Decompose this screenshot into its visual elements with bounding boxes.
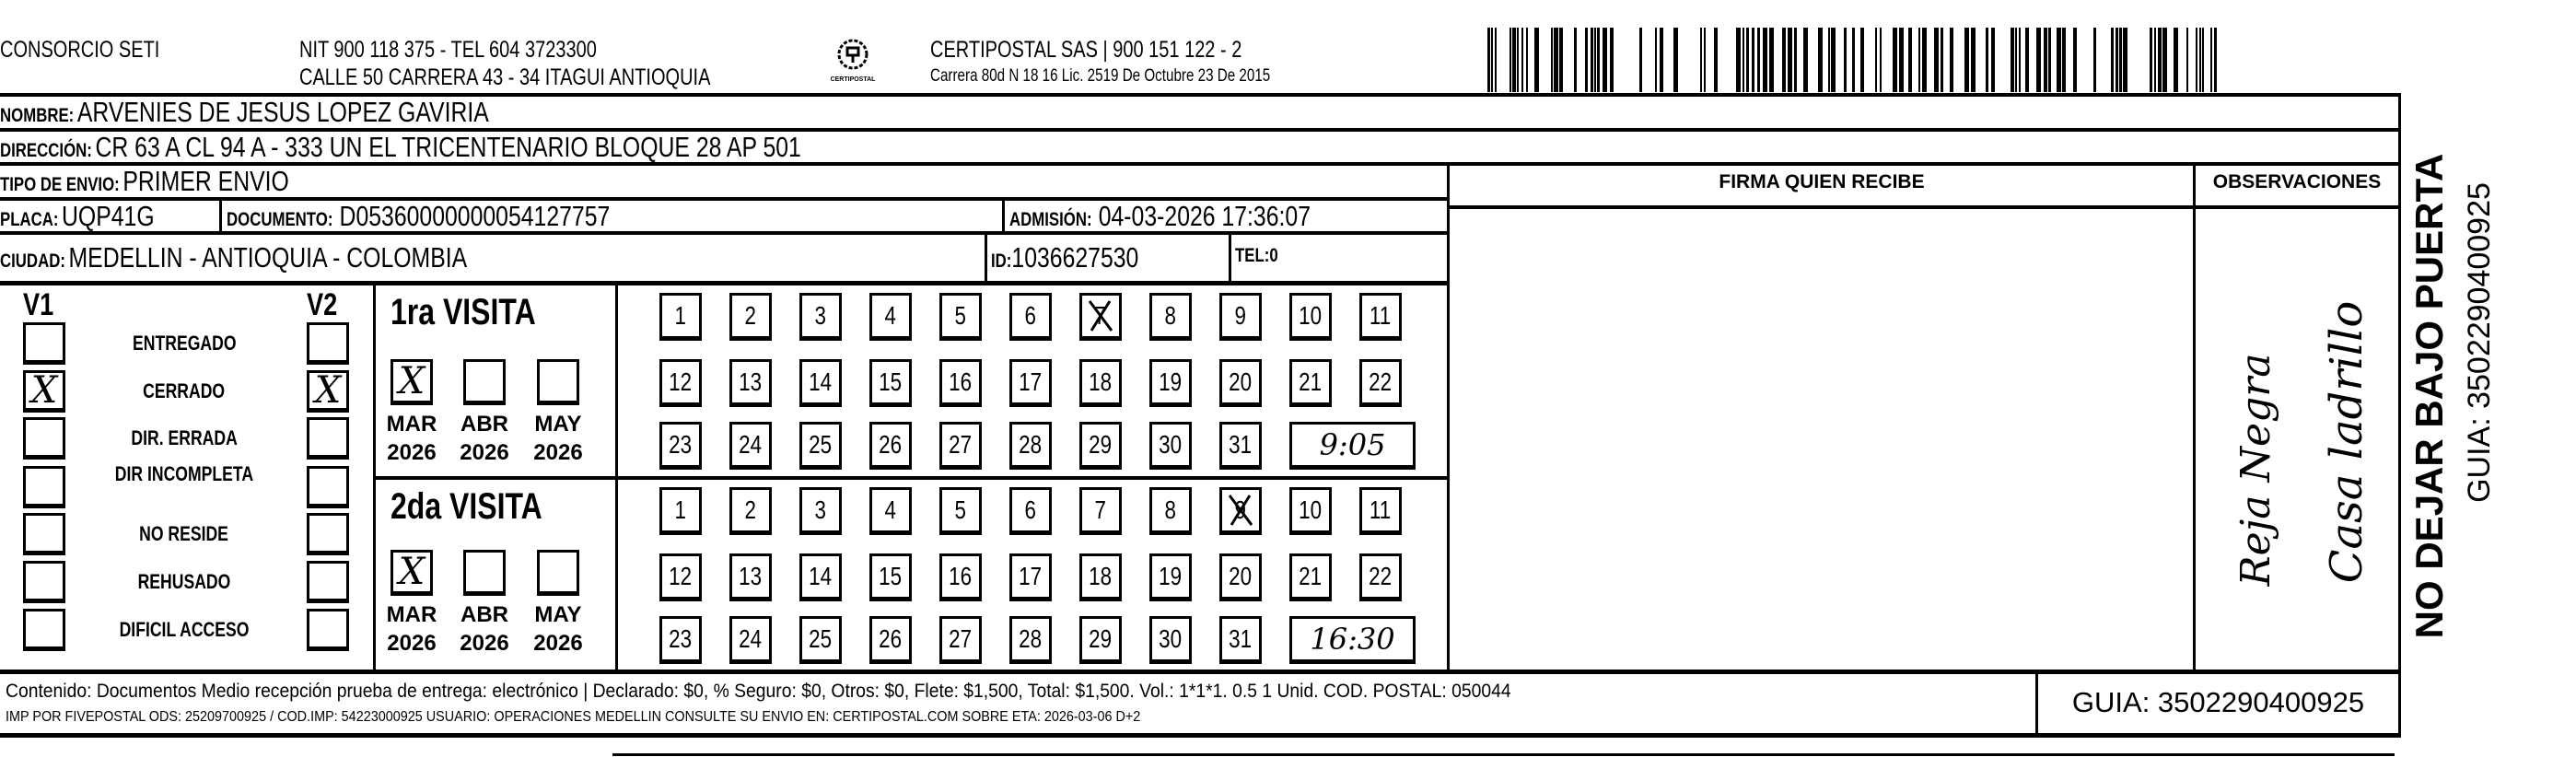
month-checkbox[interactable] <box>537 359 579 405</box>
day-box-1[interactable] <box>659 487 702 535</box>
day-number: 25 <box>809 624 833 653</box>
side-guia: GUIA: 3502290400925 <box>2462 182 2497 503</box>
footer-guia: GUIA: 3502290400925 <box>2071 686 2365 718</box>
day-number: 13 <box>739 562 763 590</box>
day-number: 23 <box>669 624 693 653</box>
day-number: 16 <box>949 562 973 590</box>
day-box-20[interactable] <box>1219 359 1262 407</box>
barcode-bar <box>1828 28 1830 92</box>
barcode-bar <box>1818 28 1823 92</box>
day-box-8[interactable] <box>1149 487 1192 535</box>
day-box-21[interactable] <box>1289 359 1332 407</box>
day-box-21[interactable] <box>1289 553 1332 601</box>
barcode-bar <box>1763 28 1767 92</box>
barcode-bar <box>2196 28 2197 92</box>
day-number: 30 <box>1159 624 1183 653</box>
barcode-bar <box>2019 28 2021 92</box>
day-number: 12 <box>669 562 693 590</box>
status-label: DIR. ERRADA <box>131 426 238 449</box>
barcode-bar <box>1700 28 1702 92</box>
day-number: 20 <box>1229 562 1253 590</box>
barcode-bar <box>2025 28 2029 92</box>
contents-line: Contenido: Documentos Medio recepción prueba de entrega: electrónico | Declarado: $0, % Seguro: $0, Otros: $0, Flete: $1,500, Total: $1,500. Vol.: 1*1*1. 0.5 1 Unid. COD. POSTAL: 050044 <box>6 681 1511 702</box>
barcode-bar <box>1899 28 1904 92</box>
day-number: 15 <box>879 367 903 396</box>
barcode-bar <box>1852 28 1855 92</box>
divider <box>985 233 987 283</box>
day-box-27[interactable] <box>939 616 982 664</box>
day-number: 1 <box>674 495 687 524</box>
barcode-bar <box>2015 28 2017 92</box>
barcode-bar <box>1769 28 1774 92</box>
day-box-14[interactable] <box>799 553 842 601</box>
v2-checkbox[interactable] <box>307 466 349 508</box>
x-mark-icon: X <box>398 360 425 402</box>
day-box-15[interactable] <box>869 359 912 407</box>
id-field: ID:1036627530 <box>991 241 1139 274</box>
barcode-bar <box>1964 28 1969 92</box>
barcode-bar <box>2202 28 2204 92</box>
barcode-bar <box>1752 28 1754 92</box>
day-box-25[interactable] <box>799 616 842 664</box>
barcode-bar <box>1893 28 1897 92</box>
day-box-23[interactable] <box>659 422 702 470</box>
barcode-bar <box>1673 28 1678 92</box>
day-box-12[interactable] <box>659 359 702 407</box>
day-number: 22 <box>1369 367 1393 396</box>
barcode-bar <box>1934 28 1939 92</box>
barcode-bar <box>1610 28 1614 92</box>
barcode-bar <box>2111 28 2114 92</box>
barcode-bar <box>1551 28 1553 92</box>
day-box-12[interactable] <box>659 553 702 601</box>
v1-checkbox[interactable] <box>23 561 65 603</box>
divider <box>1447 164 1450 672</box>
day-box-24[interactable] <box>729 422 772 470</box>
day-number: 14 <box>809 367 833 396</box>
visit-title: 1ra VISITA <box>390 292 536 332</box>
day-box-18[interactable] <box>1079 553 1122 601</box>
day-number: 14 <box>809 562 833 590</box>
v2-label: V2 <box>307 287 338 322</box>
day-number: 24 <box>739 430 763 459</box>
day-box-8[interactable] <box>1149 293 1192 341</box>
day-number: 10 <box>1299 495 1323 524</box>
month-checkbox[interactable] <box>390 550 433 596</box>
day-number: 18 <box>1089 562 1113 590</box>
month-checkbox[interactable] <box>463 550 506 596</box>
day-number: 15 <box>879 562 903 590</box>
barcode-bar <box>2186 28 2188 92</box>
day-number: 28 <box>1019 430 1043 459</box>
day-box-19[interactable] <box>1149 553 1192 601</box>
nit-line: NIT 900 118 375 - TEL 604 3723300 <box>299 37 597 63</box>
barcode-bar <box>1941 28 1943 92</box>
barcode-bar <box>2119 28 2122 92</box>
barcode-bar <box>2093 28 2096 92</box>
barcode-bar <box>1794 28 1797 92</box>
x-mark-icon <box>1082 296 1119 336</box>
day-number: 6 <box>1024 495 1037 524</box>
day-box-3[interactable] <box>799 293 842 341</box>
company-name: CONSORCIO SETI <box>0 37 160 63</box>
day-number: 17 <box>1019 562 1043 590</box>
observations-header: OBSERVACIONES <box>2212 171 2382 192</box>
day-box-26[interactable] <box>869 616 912 664</box>
day-box-7[interactable] <box>1079 293 1122 341</box>
day-number: 10 <box>1299 301 1323 330</box>
day-number: 18 <box>1089 367 1113 396</box>
barcode-bar <box>1971 28 1976 92</box>
day-box-19[interactable] <box>1149 359 1192 407</box>
barcode-bar <box>1922 28 1927 92</box>
barcode-bar <box>1736 28 1741 92</box>
status-label: CERRADO <box>143 379 226 402</box>
v2-checkbox[interactable] <box>307 322 349 365</box>
license-line: Carrera 80d N 18 16 Lic. 2519 De Octubre 23 De 2015 <box>930 66 1271 86</box>
day-box-15[interactable] <box>869 553 912 601</box>
x-mark-icon <box>1222 490 1259 530</box>
day-box-5[interactable] <box>939 487 982 535</box>
barcode-bar <box>1704 28 1706 92</box>
day-number: 3 <box>814 301 827 330</box>
barcode-bar <box>1660 28 1663 92</box>
barcode-bar <box>1594 28 1596 92</box>
day-box-30[interactable] <box>1149 616 1192 664</box>
day-number: 11 <box>1370 301 1392 330</box>
status-label: NO RESIDE <box>139 522 229 545</box>
tel-field: TEL:0 <box>1235 245 1278 266</box>
barcode-bar <box>2199 28 2201 92</box>
day-number: 3 <box>814 495 827 524</box>
day-number: 5 <box>954 495 967 524</box>
v1-checkbox[interactable] <box>23 322 65 365</box>
day-box-26[interactable] <box>869 422 912 470</box>
x-mark-icon: X <box>314 369 342 412</box>
barcode-bar <box>2116 28 2118 92</box>
barcode-bar <box>1591 28 1593 92</box>
divider <box>375 476 1449 480</box>
visit-time-box[interactable]: 9:05 <box>1289 422 1416 470</box>
day-box-4[interactable] <box>869 293 912 341</box>
barcode-bar <box>1574 28 1577 92</box>
barcode-bar <box>2073 28 2077 92</box>
day-number: 16 <box>949 367 973 396</box>
day-number: 20 <box>1229 367 1253 396</box>
day-box-29[interactable] <box>1079 422 1122 470</box>
barcode-bar <box>1831 28 1836 92</box>
day-number: 8 <box>1164 301 1177 330</box>
day-number: 21 <box>1299 367 1323 396</box>
day-box-14[interactable] <box>799 359 842 407</box>
divider <box>219 199 222 233</box>
day-number: 27 <box>949 430 973 459</box>
day-box-28[interactable] <box>1009 616 1052 664</box>
barcode-bar <box>2162 28 2167 92</box>
day-box-30[interactable] <box>1149 422 1192 470</box>
certipostal-logo: CERTIPOSTAL <box>818 37 888 85</box>
address-row: DIRECCIÓN: CR 63 A CL 94 A - 333 UN EL TRICENTENARIO BLOQUE 28 AP 501 <box>0 131 801 163</box>
barcode-bar <box>1655 28 1657 92</box>
recipient-address: CR 63 A CL 94 A - 333 UN EL TRICENTENARIO BLOQUE 28 AP 501 <box>95 131 801 163</box>
visit-time-box[interactable]: 16:30 <box>1289 616 1416 664</box>
day-number: 9 <box>1234 495 1247 524</box>
day-number: 17 <box>1019 367 1043 396</box>
day-number: 29 <box>1089 624 1113 653</box>
day-box-22[interactable] <box>1359 553 1402 601</box>
day-box-5[interactable] <box>939 293 982 341</box>
month-label: ABR 2026 <box>460 412 509 465</box>
day-number: 19 <box>1159 562 1183 590</box>
v1-checkbox[interactable] <box>23 370 65 413</box>
barcode-bar <box>1746 28 1749 92</box>
day-number: 7 <box>1094 301 1107 330</box>
barcode-bar <box>1991 28 1995 92</box>
day-number: 2 <box>744 495 757 524</box>
day-number: 19 <box>1159 367 1183 396</box>
barcode-bar <box>2048 28 2051 92</box>
divider <box>0 670 2401 674</box>
month-checkbox[interactable] <box>537 550 579 596</box>
barcode-bar <box>2150 28 2152 92</box>
month-label: MAR 2026 <box>386 602 437 656</box>
month-label: MAR 2026 <box>386 412 437 465</box>
barcode-bar <box>2123 28 2127 92</box>
document-field: DOCUMENTO: D05360000000054127757 <box>227 200 611 232</box>
divider <box>0 281 1449 285</box>
day-box-16[interactable] <box>939 359 982 407</box>
admission-field: ADMISIÓN: 04-03-2026 17:36:07 <box>1009 200 1311 232</box>
day-number: 1 <box>674 301 687 330</box>
x-mark-icon: X <box>30 369 58 412</box>
divider <box>1002 199 1005 233</box>
v1-label: V1 <box>23 287 54 322</box>
day-box-23[interactable] <box>659 616 702 664</box>
imp-line: IMP POR FIVEPOSTAL ODS: 25209700925 / COD.IMP: 54223000925 USUARIO: OPERACIONES MEDELLIN CONSULTE SU ENVIO EN: CERTIPOSTAL.COM SOBRE ETA: 2026-03-06 D+2 <box>6 709 1141 725</box>
barcode-bar <box>1844 28 1847 92</box>
signature-area[interactable] <box>1451 210 2192 669</box>
signature-header: FIRMA QUIEN RECIBE <box>1719 171 1925 192</box>
divider <box>1449 205 2401 209</box>
barcode-bar <box>1908 28 1912 92</box>
divider <box>2193 164 2196 672</box>
day-box-4[interactable] <box>869 487 912 535</box>
day-number: 25 <box>809 430 833 459</box>
day-box-10[interactable] <box>1289 293 1332 341</box>
recipient-name: ARVENIES DE JESUS LOPEZ GAVIRIA <box>76 96 489 128</box>
status-label: DIFICIL ACCESO <box>119 618 250 641</box>
barcode-bar <box>1512 28 1516 92</box>
divider <box>0 733 2401 738</box>
day-box-22[interactable] <box>1359 359 1402 407</box>
day-box-1[interactable] <box>659 293 702 341</box>
day-box-13[interactable] <box>729 553 772 601</box>
barcode-bar <box>1559 28 1563 92</box>
day-number: 26 <box>879 624 903 653</box>
v2-checkbox[interactable] <box>307 370 349 413</box>
day-box-11[interactable] <box>1359 487 1402 535</box>
day-box-29[interactable] <box>1079 616 1122 664</box>
day-number: 28 <box>1019 624 1043 653</box>
barcode-bar <box>1521 28 1523 92</box>
status-label: REHUSADO <box>137 570 231 593</box>
v1-checkbox[interactable] <box>23 466 65 508</box>
city-field: CIUDAD: MEDELLIN - ANTIOQUIA - COLOMBIA <box>0 241 468 274</box>
barcode-bar <box>1757 28 1760 92</box>
day-box-31[interactable] <box>1219 422 1262 470</box>
day-box-13[interactable] <box>729 359 772 407</box>
barcode-bar <box>1603 28 1607 92</box>
barcode-bar <box>1526 28 1528 92</box>
day-box-16[interactable] <box>939 553 982 601</box>
v1-checkbox[interactable] <box>23 513 65 555</box>
day-box-25[interactable] <box>799 422 842 470</box>
day-number: 7 <box>1094 495 1107 524</box>
barcode-bar <box>2154 28 2156 92</box>
divider <box>373 284 376 670</box>
barcode-bar <box>1918 28 1920 92</box>
barcode-bar <box>1782 28 1786 92</box>
day-box-18[interactable] <box>1079 359 1122 407</box>
barcode-bar <box>2057 28 2061 92</box>
barcode-bar <box>1986 28 1988 92</box>
day-number: 29 <box>1089 430 1113 459</box>
status-label: DIR INCOMPLETA <box>114 462 254 485</box>
divider <box>612 753 2395 756</box>
day-box-3[interactable] <box>799 487 842 535</box>
barcode-bar <box>1487 28 1490 92</box>
visit-title: 2da VISITA <box>390 486 542 527</box>
status-label: ENTREGADO <box>132 332 237 355</box>
day-number: 21 <box>1299 562 1323 590</box>
barcode-bar <box>1509 28 1511 92</box>
plate-field: PLACA: UQP41G <box>0 200 155 232</box>
barcode-bar <box>2044 28 2047 92</box>
day-box-27[interactable] <box>939 422 982 470</box>
day-box-9[interactable] <box>1219 487 1262 535</box>
x-mark-icon: X <box>398 551 425 593</box>
day-box-24[interactable] <box>729 616 772 664</box>
divider <box>1229 233 1231 283</box>
day-box-17[interactable] <box>1009 553 1052 601</box>
v1-checkbox[interactable] <box>23 609 65 651</box>
day-box-2[interactable] <box>729 293 772 341</box>
barcode-bar <box>2174 28 2178 92</box>
barcode-bar <box>2062 28 2066 92</box>
barcode-bar <box>1517 28 1519 92</box>
day-box-17[interactable] <box>1009 359 1052 407</box>
barcode-bar <box>2011 28 2014 92</box>
day-number: 2 <box>744 301 757 330</box>
observation-note: Casa ladrillo <box>2321 300 2372 584</box>
day-number: 11 <box>1370 495 1392 524</box>
month-checkbox[interactable] <box>463 359 506 405</box>
month-label: MAY 2026 <box>533 602 583 656</box>
v2-checkbox[interactable] <box>307 513 349 555</box>
day-number: 22 <box>1369 562 1393 590</box>
barcode-bar <box>1534 28 1539 92</box>
no-under-door-warning: NO DEJAR BAJO PUERTA <box>2407 153 2451 639</box>
barcode-bar <box>1880 28 1882 92</box>
address-line: CALLE 50 CARRERA 43 - 34 ITAGUI ANTIOQUIA <box>299 64 711 90</box>
day-number: 4 <box>884 495 897 524</box>
barcode-bar <box>1875 28 1877 92</box>
day-box-9[interactable] <box>1219 293 1262 341</box>
barcode-bar <box>1743 28 1744 92</box>
barcode-bar <box>1491 28 1493 92</box>
day-number: 9 <box>1234 301 1247 330</box>
barcode-bar <box>2036 28 2041 92</box>
month-label: ABR 2026 <box>460 602 509 656</box>
day-box-20[interactable] <box>1219 553 1262 601</box>
day-box-6[interactable] <box>1009 487 1052 535</box>
day-number: 31 <box>1229 430 1253 459</box>
barcode-bar <box>2158 28 2162 92</box>
day-number: 5 <box>954 301 967 330</box>
day-number: 30 <box>1159 430 1183 459</box>
day-box-2[interactable] <box>729 487 772 535</box>
day-number: 27 <box>949 624 973 653</box>
name-row: NOMBRE: ARVENIES DE JESUS LOPEZ GAVIRIA <box>0 96 489 128</box>
day-number: 8 <box>1164 495 1177 524</box>
day-number: 4 <box>884 301 897 330</box>
day-box-11[interactable] <box>1359 293 1402 341</box>
v2-checkbox[interactable] <box>307 561 349 603</box>
barcode-bar <box>1639 28 1642 92</box>
day-number: 24 <box>739 624 763 653</box>
day-box-28[interactable] <box>1009 422 1052 470</box>
day-number: 31 <box>1229 624 1253 653</box>
month-checkbox[interactable] <box>390 359 433 405</box>
day-number: 26 <box>879 430 903 459</box>
carrier-line: CERTIPOSTAL SAS | 900 151 122 - 2 <box>930 37 1242 63</box>
barcode-bar <box>1860 28 1864 92</box>
day-box-31[interactable] <box>1219 616 1262 664</box>
day-number: 23 <box>669 430 693 459</box>
v2-checkbox[interactable] <box>307 417 349 460</box>
barcode-bar <box>1950 28 1953 92</box>
day-number: 12 <box>669 367 693 396</box>
barcode-bar <box>1495 28 1497 92</box>
observation-note: Reja Negra <box>2232 353 2279 587</box>
barcode-bar <box>1554 28 1558 92</box>
v1-checkbox[interactable] <box>23 417 65 460</box>
barcode-bar <box>1803 28 1808 92</box>
shipment-type-row: TIPO DE ENVIO: PRIMER ENVIO <box>0 165 289 197</box>
barcode-bar <box>1585 28 1588 92</box>
day-box-7[interactable] <box>1079 487 1122 535</box>
barcode-bar <box>2210 28 2212 92</box>
barcode-bar <box>1597 28 1600 92</box>
barcode-bar <box>1788 28 1792 92</box>
barcode <box>1487 28 2221 92</box>
day-number: 13 <box>739 367 763 396</box>
divider <box>615 284 618 670</box>
day-box-10[interactable] <box>1289 487 1332 535</box>
v2-checkbox[interactable] <box>307 609 349 651</box>
month-label: MAY 2026 <box>533 412 583 465</box>
day-number: 6 <box>1024 301 1037 330</box>
day-box-6[interactable] <box>1009 293 1052 341</box>
barcode-bar <box>2214 28 2217 92</box>
barcode-bar <box>1714 28 1718 92</box>
